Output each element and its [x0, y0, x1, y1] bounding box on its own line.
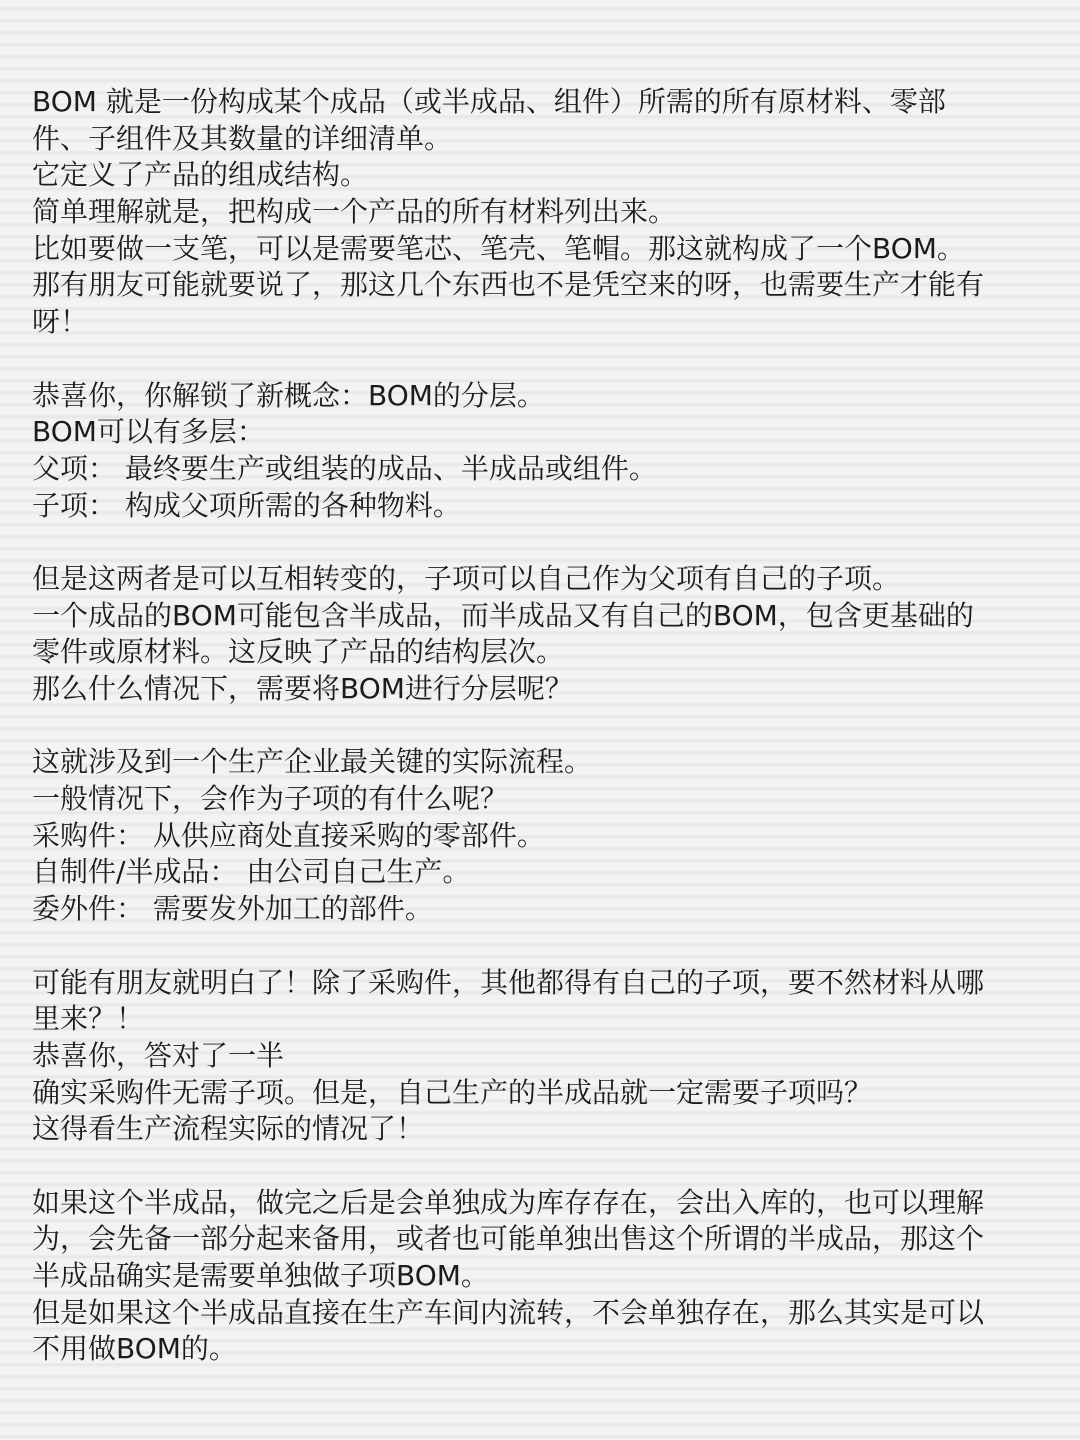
paragraph-spacer — [32, 1148, 1052, 1185]
text-line: 确实采购件无需子项。但是，自己生产的半成品就一定需要子项吗？ — [32, 1075, 873, 1109]
text-line: 比如要做一支笔，可以是需要笔芯、笔壳、笔帽。那这就构成了一个BOM。 — [32, 231, 965, 265]
paragraph-bom-definition — [32, 84, 1052, 341]
text-line: 但是如果这个半成品直接在生产车间内流转，不会单独存在，那么其实是可以 — [32, 1295, 985, 1329]
text-line: 恭喜你，你解锁了新概念：BOM的分层。 — [32, 378, 545, 412]
text-line: BOM 就是一份构成某个成品（或半成品、组件）所需的所有原材料、零部 — [32, 85, 946, 118]
text-line: 这就涉及到一个生产企业最关键的实际流程。 — [32, 745, 593, 779]
text-line: 这得看生产流程实际的情况了！ — [32, 1112, 425, 1146]
text-line: 但是这两者是可以互相转变的，子项可以自己作为父项有自己的子项。 — [32, 561, 901, 595]
paragraph-spacer — [32, 708, 1052, 745]
text-line: 简单理解就是，把构成一个产品的所有材料列出来。 — [32, 195, 677, 229]
paragraph-child-types — [32, 744, 1052, 927]
text-line: 那有朋友可能就要说了，那这几个东西也不是凭空来的呀，也需要生产才能有 — [32, 268, 985, 302]
paragraph-bom-layers — [32, 378, 1052, 525]
text-line: 子项： 构成父项所需的各种物料。 — [32, 488, 461, 522]
paragraph-spacer — [32, 524, 1052, 561]
text-line: BOM可以有多层： — [32, 415, 265, 449]
text-line: 不用做BOM的。 — [32, 1332, 237, 1366]
text-line: 委外件： 需要发外加工的部件。 — [32, 892, 433, 926]
text-line: 件、子组件及其数量的详细清单。 — [32, 121, 453, 155]
text-line: 那么什么情况下，需要将BOM进行分层呢？ — [32, 672, 573, 705]
text-line: 零件或原材料。这反映了产品的结构层次。 — [32, 635, 565, 669]
paragraph-spacer — [32, 928, 1052, 965]
text-line: 里来？！ — [32, 1002, 145, 1036]
text-line: 一般情况下，会作为子项的有什么呢？ — [32, 782, 509, 816]
paragraph-parent-child — [32, 561, 1052, 708]
paragraph-purchased-parts — [32, 965, 1052, 1148]
paragraph-spacer — [32, 341, 1052, 378]
text-line: 一个成品的BOM可能包含半成品，而半成品又有自己的BOM，包含更基础的 — [32, 598, 974, 632]
text-line: 半成品确实是需要单独做子项BOM。 — [32, 1259, 489, 1292]
text-line: 恭喜你，答对了一半 — [32, 1038, 285, 1072]
text-line: 它定义了产品的组成结构。 — [32, 158, 369, 192]
text-line: 父项： 最终要生产或组装的成品、半成品或组件。 — [32, 451, 657, 485]
text-line: 自制件/半成品： 由公司自己生产。 — [32, 855, 471, 889]
text-line: 可能有朋友就明白了！除了采购件，其他都得有自己的子项，要不然材料从哪 — [32, 965, 985, 999]
text-line: 为，会先备一部分起来备用，或者也可能单独出售这个所谓的半成品，那这个 — [32, 1222, 985, 1256]
text-line: 采购件： 从供应商处直接采购的零部件。 — [32, 818, 545, 852]
paragraph-semi-finished — [32, 1185, 1052, 1368]
text-line: 呀！ — [32, 305, 89, 339]
text-line: 如果这个半成品，做完之后是会单独成为库存存在，会出入库的，也可以理解 — [32, 1185, 985, 1219]
